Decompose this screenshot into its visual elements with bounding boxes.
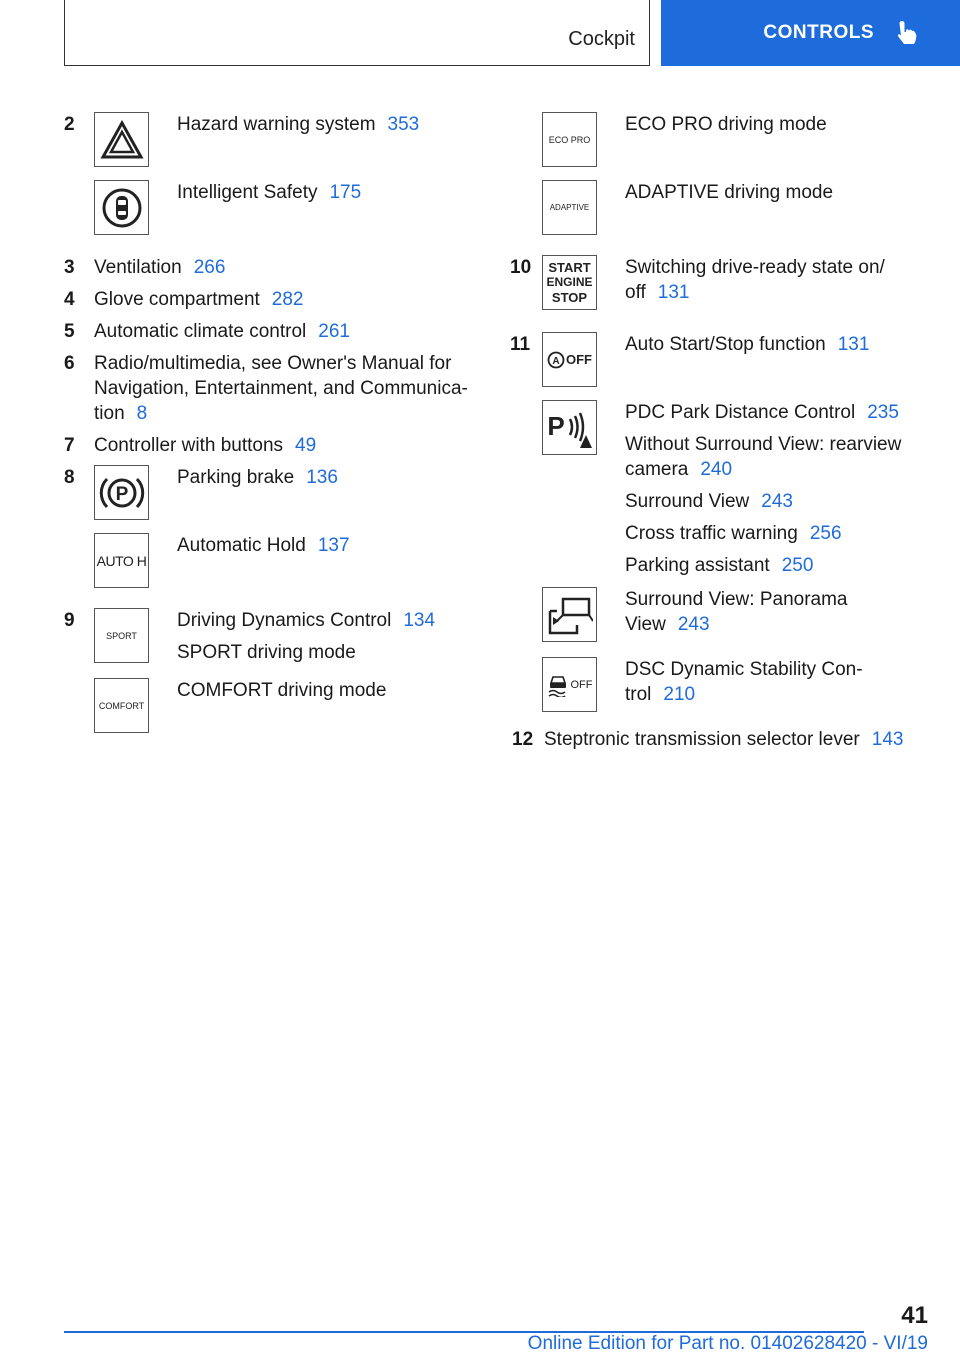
dsc-label: DSC Dynamic Stability Con‐trol [625,659,863,705]
page-link[interactable]: 136 [306,467,338,488]
adaptive-mode-icon [542,180,597,235]
item-number: 10 [510,257,532,278]
item-8b [64,533,484,588]
item-number: 8 [64,467,75,488]
parking-assistant-label: Parking assistant [625,555,770,576]
surround-view-label: Surround View [625,491,750,512]
item-label: Automatic climate control [94,321,307,342]
auto-start-stop-label: Auto Start/Stop function [625,334,826,355]
page-link[interactable]: 282 [271,289,304,310]
item-description [149,112,419,144]
page-link[interactable]: 235 [867,402,899,423]
item-2 [64,112,484,167]
dsc-off-text: OFF [570,678,593,691]
item-11 [510,332,930,387]
item-description [597,180,833,212]
page-link[interactable]: 49 [295,435,317,456]
item-description [597,112,827,144]
stop-text: STOP [551,290,588,305]
item-9b [64,678,484,733]
auto-hold-icon [94,533,149,588]
driving-dynamics-label: Driving Dynamics Control [177,610,392,631]
engine-text: ENGINE [546,275,593,289]
off-text: OFF [566,352,592,367]
page-link[interactable]: 143 [871,729,904,750]
page-link[interactable]: 353 [387,114,420,135]
item-number: 2 [64,114,75,135]
item-description [597,255,897,312]
page-link[interactable]: 261 [318,321,350,342]
item-description [149,678,386,710]
comfort-icon-label: COMFORT [98,700,145,711]
page-link[interactable]: 243 [677,614,710,635]
item-number: 12 [512,729,534,750]
drive-ready-label: Switching drive-ready state on/ off [625,257,885,303]
surround-view-camera-icon [542,587,597,642]
adaptive-row [510,180,930,235]
item-description [149,465,338,497]
item-number: 4 [64,289,75,310]
intelligent-safety-icon [94,180,149,235]
page-link[interactable]: 137 [317,535,350,556]
eco-pro-icon-label: ECO PRO [548,134,591,145]
item-description [149,533,350,565]
start-engine-stop-icon [542,255,597,310]
item-8 [64,465,484,520]
comfort-mode-icon [94,678,149,733]
adaptive-label: ADAPTIVE driving mode [625,182,834,203]
intelligent-safety-label: Intelligent Safety [177,182,318,203]
parking-brake-label: Parking brake [177,467,295,488]
item-7 [64,433,484,458]
pointing-hand-icon [894,19,920,47]
comfort-mode-label: COMFORT driving mode [177,680,387,701]
chapter-title: CONTROLS [763,22,874,43]
panorama-label: Surround View: Panorama View [625,589,848,635]
steptronic-label: Steptronic transmission selector lever [544,729,860,750]
dsc-row [510,657,930,714]
dsc-off-icon [542,657,597,712]
item-4 [64,287,484,312]
page-number: 41 [901,1302,928,1329]
item-label: Radio/multimedia, see Owner's Manual for Navigation, Entertainment, and Communica‐tion [94,353,468,424]
page-link[interactable]: 243 [761,491,793,512]
svg-text:P: P [546,410,565,441]
page-link[interactable]: 210 [663,684,696,705]
item-10 [510,255,930,312]
sport-mode-label: SPORT driving mode [177,642,356,663]
pdc-label: PDC Park Distance Control [625,402,856,423]
parking-brake-icon [94,465,149,520]
item-label: Glove compartment [94,289,260,310]
svg-text:A: A [552,355,560,367]
item-12 [512,727,930,752]
item-number: 7 [64,435,75,456]
panorama-row [510,587,930,644]
footer-edition: Online Edition for Part no. 01402628420 - VI/19 [527,1333,928,1354]
eco-pro-icon [542,112,597,167]
sport-mode-icon [94,608,149,663]
rearview-camera-label: Without Surround View: rearview camera [625,434,902,480]
left-column [64,112,484,733]
item-description [597,332,869,364]
item-number: 9 [64,610,75,631]
page-link[interactable]: 266 [193,257,226,278]
page-link[interactable]: 8 [136,403,148,424]
hazard-label: Hazard warning system [177,114,376,135]
item-number: 11 [510,334,531,355]
sport-icon-label: SPORT [106,630,137,641]
pdc-park-distance-icon [542,400,597,455]
item-5 [64,319,484,344]
item-description [149,608,435,672]
item-description [149,180,361,212]
right-column [510,112,930,752]
start-text: START [548,260,591,275]
item-9 [64,608,484,672]
header-section-box [64,0,650,66]
page-link[interactable]: 134 [403,610,436,631]
item-number: 6 [64,353,75,374]
item-number: 5 [64,321,75,342]
cross-traffic-label: Cross traffic warning [625,523,798,544]
item-label: Controller with buttons [94,435,284,456]
item-description [597,400,907,585]
chapter-tab[interactable] [661,0,960,66]
eco-pro-label: ECO PRO driving mode [625,114,827,135]
adaptive-icon-label: ADAPTIVE [549,203,590,212]
eco-pro-row [510,112,930,167]
page-link[interactable]: 175 [329,182,362,203]
page-link[interactable]: 250 [781,555,814,576]
auto-start-stop-off-icon [542,332,597,387]
item-2b [64,180,484,235]
section-title: Cockpit [568,28,635,50]
item-description [597,587,887,644]
auto-hold-icon-label: AUTO H [96,552,147,569]
auto-hold-label: Automatic Hold [177,535,306,556]
page-link[interactable]: 240 [700,459,733,480]
item-description [597,657,887,714]
item-3 [64,255,484,280]
item-number: 3 [64,257,75,278]
item-6 [64,351,484,426]
svg-text:P: P [115,483,128,505]
page-link[interactable]: 131 [837,334,870,355]
page-link[interactable]: 256 [809,523,842,544]
hazard-triangle-icon [94,112,149,167]
item-label: Ventilation [94,257,182,278]
page-link[interactable]: 131 [657,282,690,303]
pdc-row [510,400,930,585]
